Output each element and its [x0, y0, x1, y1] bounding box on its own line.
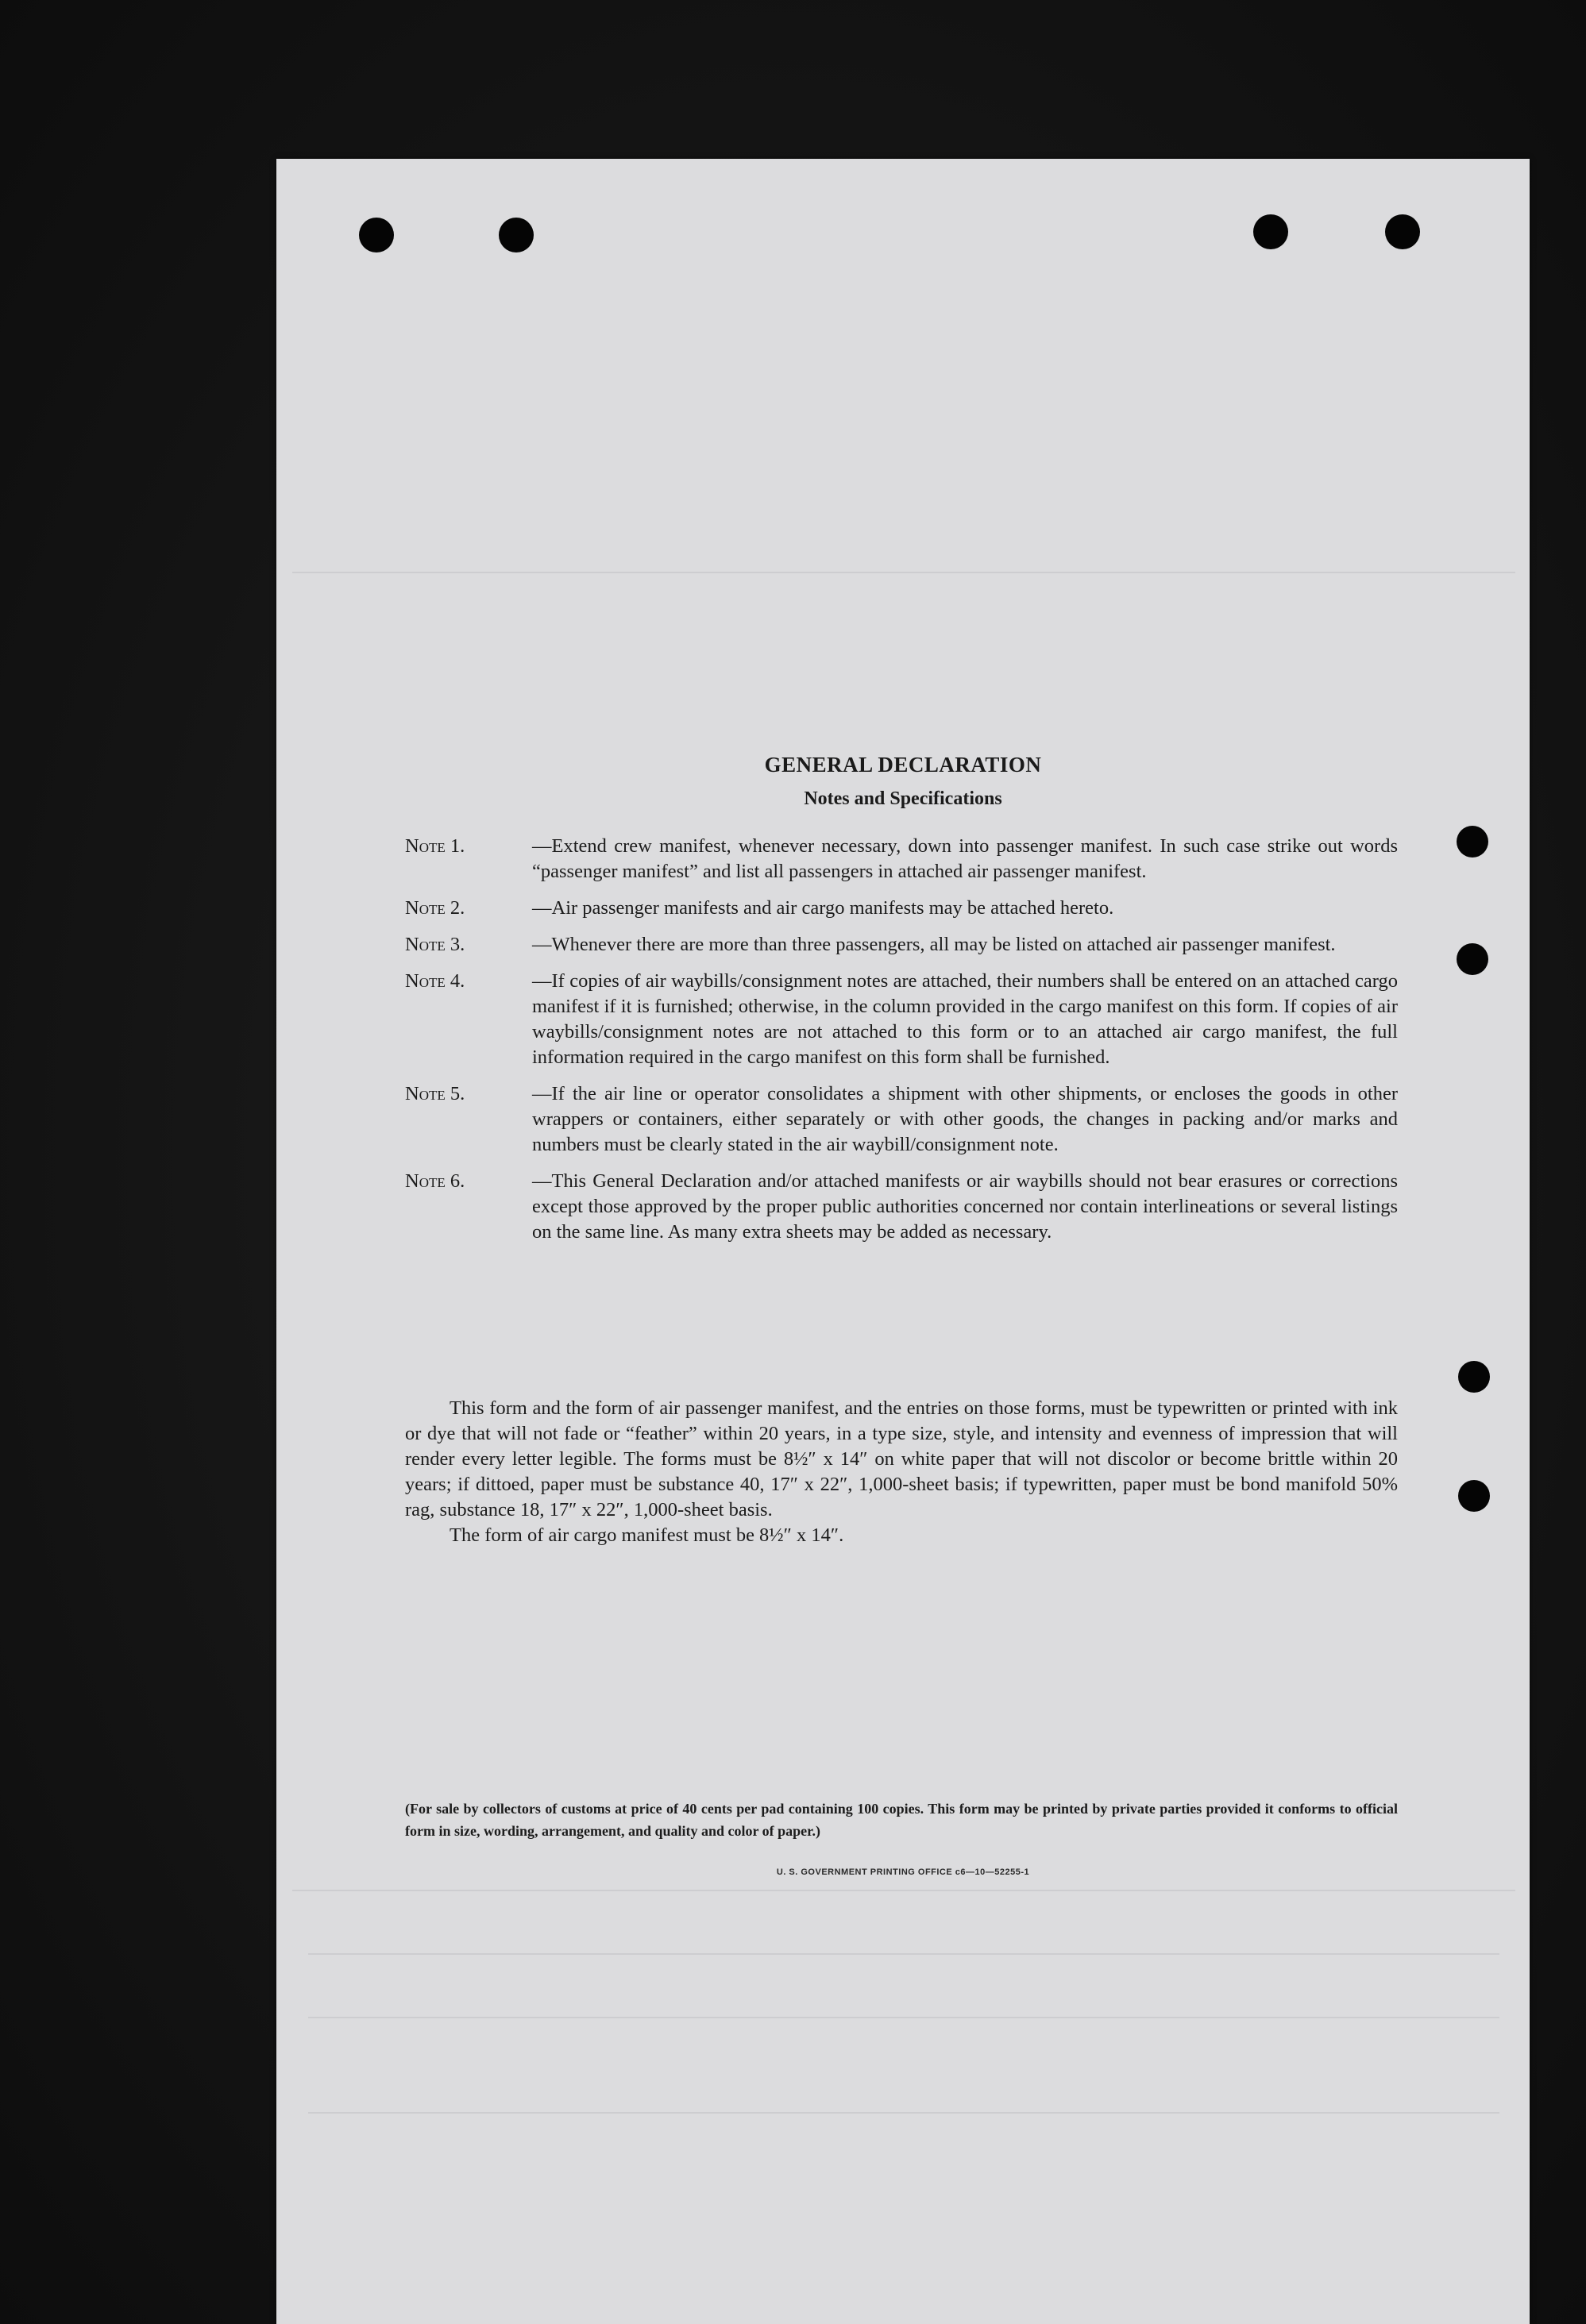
punch-hole [499, 218, 534, 252]
sale-notice: (For sale by collectors of customs at price of 40 cents per pad containing 100 copies. This form may be printed by private parties provided it conforms to official form in size, wording, arrangement, and quality and color of paper.) [405, 1801, 1398, 1839]
document-subtitle: Notes and Specifications [804, 788, 1002, 809]
note-item [405, 1169, 1398, 1245]
note-text: —This General Declaration and/or attached manifests or air waybills should not bear erasures or corrections except those approved by the proper public authorities concerned nor contain interlineations or several listings on the same line. As many extra sheets may be added as necessary. [532, 1170, 1398, 1243]
note-item [405, 969, 1398, 1070]
note-item [405, 1081, 1398, 1158]
punch-hole [1385, 214, 1420, 249]
notes-list [405, 834, 1398, 1256]
note-text: —If the air line or operator consolidates a shipment with other shipments, or encloses the goods in other wrappers or containers, either separately or with other goods, the changes in packing and/or marks and numbers must be clearly stated in the air waybill/consignment note. [532, 1083, 1398, 1155]
bleed-through-rule [308, 2017, 1499, 2018]
punch-hole [359, 218, 394, 252]
note-label: Note 6. [405, 1170, 465, 1192]
printer-line: U. S. GOVERNMENT PRINTING OFFICE c6—10—52255-1 [776, 1867, 1030, 1877]
form-specifications [405, 1396, 1398, 1548]
specification-paragraph: This form and the form of air passenger manifest, and the entries on those forms, must be typewritten or printed with ink or dye that will not fade or “feather” within 20 years, in a type size, style, and intensity and evenness of impression that will render every letter legible. The forms must be 8½″ x 14″ on white paper that will not discolor or become brittle within 20 years; if dittoed, paper must be substance 40, 17″ x 22″, 1,000-sheet basis; if typewritten, paper must be bond manifold 50% rag, substance 18, 17″ x 22″, 1,000-sheet basis. [405, 1397, 1398, 1520]
punch-hole [1458, 1361, 1490, 1393]
note-label: Note 5. [405, 1083, 465, 1104]
punch-hole [1458, 1480, 1490, 1512]
bleed-through-rule [292, 572, 1515, 573]
note-label: Note 3. [405, 934, 465, 955]
note-label: Note 1. [405, 835, 465, 857]
punch-hole [1457, 943, 1488, 975]
note-text: —Whenever there are more than three passengers, all may be listed on attached air passenger manifest. [532, 934, 1336, 955]
punch-hole [1457, 826, 1488, 858]
bleed-through-rule [292, 1890, 1515, 1891]
note-item [405, 932, 1398, 958]
bleed-through-rule [308, 1953, 1499, 1955]
document-title: GENERAL DECLARATION [764, 753, 1042, 777]
document-page [276, 159, 1530, 2324]
note-label: Note 2. [405, 897, 465, 919]
note-label: Note 4. [405, 970, 465, 992]
cargo-manifest-size: The form of air cargo manifest must be 8½″ x 14″. [450, 1524, 844, 1546]
note-text: —Air passenger manifests and air cargo manifests may be attached hereto. [532, 897, 1114, 919]
note-text: —Extend crew manifest, whenever necessary, down into passenger manifest. In such case strike out words “passenger manifest” and list all passengers in attached air passenger manifest. [532, 835, 1398, 882]
punch-hole [1253, 214, 1288, 249]
bleed-through-rule [308, 2112, 1499, 2114]
note-item [405, 834, 1398, 885]
note-item [405, 896, 1398, 921]
note-text: —If copies of air waybills/consignment notes are attached, their numbers shall be entered on an attached cargo manifest if it is furnished; otherwise, in the column provided in the cargo manifest on this form. If copies of air waybills/consignment notes are not attached to this form or to an attached air cargo manifest, the full information required in the cargo manifest on this form shall be furnished. [532, 970, 1398, 1068]
